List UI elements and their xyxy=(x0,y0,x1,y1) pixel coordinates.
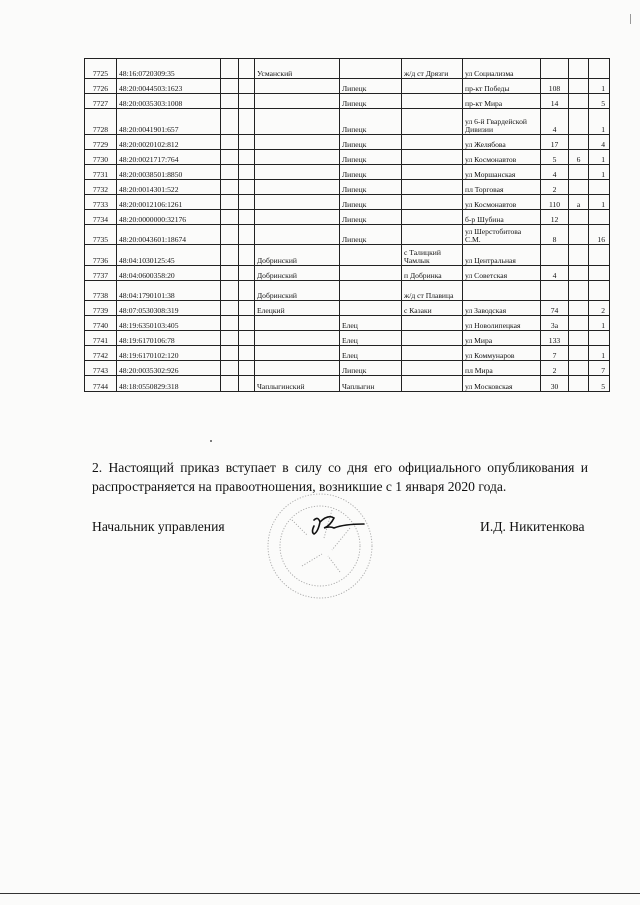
cell-city: Липецк xyxy=(340,225,402,245)
cell-street: ул Социализма xyxy=(463,59,541,79)
cell-apartment xyxy=(589,245,610,266)
cell-cadastral: 48:20:0038501:8850 xyxy=(117,165,221,180)
cell-city xyxy=(340,266,402,281)
cell-apartment: 7 xyxy=(589,361,610,376)
cell-district xyxy=(255,195,340,210)
cell-blank xyxy=(221,245,239,266)
page-bottom-rule xyxy=(0,893,640,894)
cell-apartment: 1 xyxy=(589,316,610,331)
cell-locality: п Добринка xyxy=(402,266,463,281)
cell-blank xyxy=(221,376,239,392)
page-dot xyxy=(210,440,212,442)
table-row xyxy=(85,135,610,150)
cell-street: ул Желябова xyxy=(463,135,541,150)
cell-house: 3а xyxy=(541,316,569,331)
cell-number: 7737 xyxy=(85,266,117,281)
cell-number: 7742 xyxy=(85,346,117,361)
cell-blank xyxy=(221,210,239,225)
cell-building xyxy=(569,316,589,331)
cell-street: ул Космонавтов xyxy=(463,195,541,210)
cell-blank xyxy=(221,301,239,316)
cell-house: 12 xyxy=(541,210,569,225)
cell-apartment: 1 xyxy=(589,195,610,210)
cell-locality xyxy=(402,361,463,376)
cell-city: Липецк xyxy=(340,195,402,210)
table-body xyxy=(85,59,610,392)
cell-house: 14 xyxy=(541,94,569,109)
cell-city xyxy=(340,281,402,301)
cell-blank xyxy=(239,135,255,150)
cell-building xyxy=(569,165,589,180)
cell-blank xyxy=(239,79,255,94)
cell-building xyxy=(569,109,589,135)
cell-district: Усманский xyxy=(255,59,340,79)
cell-district xyxy=(255,94,340,109)
table-row xyxy=(85,266,610,281)
table-row xyxy=(85,281,610,301)
cell-building xyxy=(569,59,589,79)
cell-number: 7736 xyxy=(85,245,117,266)
cell-blank xyxy=(239,331,255,346)
cell-blank xyxy=(221,331,239,346)
cell-street: ул Заводская xyxy=(463,301,541,316)
cell-house xyxy=(541,59,569,79)
cell-cadastral: 48:20:0041901:657 xyxy=(117,109,221,135)
cell-cadastral: 48:19:6170106:78 xyxy=(117,331,221,346)
cell-blank xyxy=(239,195,255,210)
cell-city: Липецк xyxy=(340,150,402,165)
order-paragraph: 2. Настоящий приказ вступает в силу со дня его официального опубликования и распространяется на правоотношения, возникшие с 1 января 2020 года. xyxy=(92,460,588,494)
table-row xyxy=(85,316,610,331)
cell-building xyxy=(569,331,589,346)
cell-locality: ж/д ст Дрязги xyxy=(402,59,463,79)
cell-blank xyxy=(239,165,255,180)
cell-city: Липецк xyxy=(340,165,402,180)
cell-blank xyxy=(221,281,239,301)
cell-locality: с Талицкий Чамлык xyxy=(402,245,463,266)
cell-locality xyxy=(402,135,463,150)
cell-number: 7743 xyxy=(85,361,117,376)
cell-building xyxy=(569,281,589,301)
cell-street: ул Новолипецкая xyxy=(463,316,541,331)
cell-district xyxy=(255,210,340,225)
cell-building xyxy=(569,180,589,195)
cell-house: 8 xyxy=(541,225,569,245)
cell-building xyxy=(569,225,589,245)
cell-house: 2 xyxy=(541,180,569,195)
cell-cadastral: 48:20:0014301:522 xyxy=(117,180,221,195)
cell-cadastral: 48:20:0012106:1261 xyxy=(117,195,221,210)
cell-building xyxy=(569,376,589,392)
cell-district xyxy=(255,180,340,195)
cell-district xyxy=(255,346,340,361)
cell-building xyxy=(569,266,589,281)
cell-cadastral: 48:20:0035302:926 xyxy=(117,361,221,376)
cell-cadastral: 48:18:0550829:318 xyxy=(117,376,221,392)
cell-building xyxy=(569,135,589,150)
cell-street: ул Советская xyxy=(463,266,541,281)
cell-apartment xyxy=(589,210,610,225)
cell-blank xyxy=(239,225,255,245)
cell-locality xyxy=(402,346,463,361)
cell-blank xyxy=(221,109,239,135)
cell-city: Липецк xyxy=(340,361,402,376)
cell-locality xyxy=(402,165,463,180)
cell-number: 7726 xyxy=(85,79,117,94)
cell-blank xyxy=(221,225,239,245)
cell-street: ул Коммунаров xyxy=(463,346,541,361)
cell-blank xyxy=(239,180,255,195)
cell-district xyxy=(255,225,340,245)
cell-number: 7729 xyxy=(85,135,117,150)
cell-locality: ж/д ст Плавица xyxy=(402,281,463,301)
cell-street: пл Мира xyxy=(463,361,541,376)
cell-city: Липецк xyxy=(340,79,402,94)
cell-blank xyxy=(221,79,239,94)
cell-district: Чаплыгинский xyxy=(255,376,340,392)
cell-city: Чаплыгин xyxy=(340,376,402,392)
cell-number: 7725 xyxy=(85,59,117,79)
cell-city: Липецк xyxy=(340,109,402,135)
object-list-table xyxy=(84,58,610,392)
table-row xyxy=(85,94,610,109)
cell-district xyxy=(255,109,340,135)
cell-blank xyxy=(239,150,255,165)
cell-number: 7730 xyxy=(85,150,117,165)
cell-apartment xyxy=(589,281,610,301)
cell-house: 108 xyxy=(541,79,569,94)
cell-locality xyxy=(402,94,463,109)
cell-blank xyxy=(221,94,239,109)
table-row xyxy=(85,346,610,361)
cell-house: 4 xyxy=(541,165,569,180)
cell-locality xyxy=(402,180,463,195)
cell-number: 7733 xyxy=(85,195,117,210)
cell-apartment: 1 xyxy=(589,165,610,180)
cell-number: 7744 xyxy=(85,376,117,392)
cell-building xyxy=(569,301,589,316)
table-row xyxy=(85,109,610,135)
cell-house: 30 xyxy=(541,376,569,392)
cell-locality xyxy=(402,150,463,165)
cell-blank xyxy=(221,346,239,361)
cell-locality: с Казаки xyxy=(402,301,463,316)
cell-cadastral: 48:04:1030125:45 xyxy=(117,245,221,266)
cell-apartment: 1 xyxy=(589,150,610,165)
cell-blank xyxy=(239,109,255,135)
table-row xyxy=(85,180,610,195)
cell-house: 110 xyxy=(541,195,569,210)
cell-house: 7 xyxy=(541,346,569,361)
cell-apartment: 16 xyxy=(589,225,610,245)
table-row xyxy=(85,301,610,316)
cell-apartment xyxy=(589,180,610,195)
cell-locality xyxy=(402,316,463,331)
cell-building xyxy=(569,361,589,376)
table-row xyxy=(85,225,610,245)
table-row xyxy=(85,150,610,165)
cell-apartment: 1 xyxy=(589,346,610,361)
cell-street: пл Торговая xyxy=(463,180,541,195)
cell-number: 7732 xyxy=(85,180,117,195)
cell-building: а xyxy=(569,195,589,210)
cell-blank xyxy=(239,210,255,225)
cell-cadastral: 48:04:0600358:20 xyxy=(117,266,221,281)
cell-cadastral: 48:20:0000000:32176 xyxy=(117,210,221,225)
cell-blank xyxy=(239,281,255,301)
cell-district: Елецкий xyxy=(255,301,340,316)
table-row xyxy=(85,195,610,210)
cell-number: 7738 xyxy=(85,281,117,301)
cell-blank xyxy=(239,376,255,392)
cell-district xyxy=(255,150,340,165)
cell-building xyxy=(569,210,589,225)
cell-blank xyxy=(239,346,255,361)
cell-city: Липецк xyxy=(340,210,402,225)
cell-street: ул 6-й Гвардейской Дивизии xyxy=(463,109,541,135)
cell-number: 7741 xyxy=(85,331,117,346)
cell-apartment: 5 xyxy=(589,94,610,109)
cell-apartment: 1 xyxy=(589,79,610,94)
cell-district xyxy=(255,135,340,150)
cell-street: ул Центральная xyxy=(463,245,541,266)
cell-cadastral: 48:20:0043601:18674 xyxy=(117,225,221,245)
cell-cadastral: 48:20:0021717:764 xyxy=(117,150,221,165)
cell-blank xyxy=(221,165,239,180)
cell-street: пр-кт Победы xyxy=(463,79,541,94)
cell-number: 7731 xyxy=(85,165,117,180)
cell-city: Елец xyxy=(340,346,402,361)
cell-cadastral: 48:19:6350103:405 xyxy=(117,316,221,331)
cell-house: 17 xyxy=(541,135,569,150)
cell-blank xyxy=(221,150,239,165)
cell-apartment: 2 xyxy=(589,301,610,316)
cell-number: 7734 xyxy=(85,210,117,225)
cell-blank xyxy=(221,195,239,210)
cell-city: Липецк xyxy=(340,94,402,109)
cell-street: ул Моршанская xyxy=(463,165,541,180)
cell-blank xyxy=(239,59,255,79)
cell-building: 6 xyxy=(569,150,589,165)
cell-district xyxy=(255,316,340,331)
cell-building xyxy=(569,346,589,361)
cell-street: пр-кт Мира xyxy=(463,94,541,109)
cell-blank xyxy=(221,266,239,281)
cell-blank xyxy=(239,301,255,316)
cell-building xyxy=(569,245,589,266)
edge-mark xyxy=(630,14,631,24)
cell-apartment: 4 xyxy=(589,135,610,150)
cell-street xyxy=(463,281,541,301)
cell-blank xyxy=(239,361,255,376)
table-row xyxy=(85,165,610,180)
cell-city: Липецк xyxy=(340,135,402,150)
table-row xyxy=(85,245,610,266)
table-row xyxy=(85,331,610,346)
cell-house xyxy=(541,281,569,301)
cell-blank xyxy=(221,316,239,331)
cell-apartment xyxy=(589,59,610,79)
cell-number: 7735 xyxy=(85,225,117,245)
cell-city xyxy=(340,301,402,316)
cell-city xyxy=(340,59,402,79)
cell-street: ул Московская xyxy=(463,376,541,392)
cell-street: ул Космонавтов xyxy=(463,150,541,165)
cell-street: б-р Шубина xyxy=(463,210,541,225)
cell-blank xyxy=(221,361,239,376)
cell-cadastral: 48:20:0020102:812 xyxy=(117,135,221,150)
cell-district: Добринский xyxy=(255,245,340,266)
cell-district: Добринский xyxy=(255,266,340,281)
cell-cadastral: 48:07:0530308:319 xyxy=(117,301,221,316)
table-row xyxy=(85,210,610,225)
cell-cadastral: 48:16:0720309:35 xyxy=(117,59,221,79)
cell-blank xyxy=(221,59,239,79)
cell-number: 7728 xyxy=(85,109,117,135)
cell-district: Добринский xyxy=(255,281,340,301)
table-row xyxy=(85,376,610,392)
signatory-title: Начальник управления xyxy=(92,519,225,534)
cell-blank xyxy=(239,316,255,331)
cell-blank xyxy=(239,94,255,109)
cell-district xyxy=(255,361,340,376)
cell-district xyxy=(255,79,340,94)
table-row xyxy=(85,79,610,94)
cell-blank xyxy=(239,245,255,266)
cell-house: 2 xyxy=(541,361,569,376)
cell-district xyxy=(255,331,340,346)
cell-house: 4 xyxy=(541,266,569,281)
cell-number: 7739 xyxy=(85,301,117,316)
cell-locality xyxy=(402,331,463,346)
cell-city xyxy=(340,245,402,266)
cell-cadastral: 48:04:1790101:38 xyxy=(117,281,221,301)
cell-locality xyxy=(402,109,463,135)
cell-city: Елец xyxy=(340,331,402,346)
cell-blank xyxy=(221,180,239,195)
cell-blank xyxy=(239,266,255,281)
table-row xyxy=(85,361,610,376)
cell-district xyxy=(255,165,340,180)
cell-house: 74 xyxy=(541,301,569,316)
cell-locality xyxy=(402,79,463,94)
cell-house: 4 xyxy=(541,109,569,135)
cell-cadastral: 48:20:0035303:1008 xyxy=(117,94,221,109)
cell-apartment: 5 xyxy=(589,376,610,392)
signature-stamp-icon xyxy=(262,480,382,610)
cell-locality xyxy=(402,210,463,225)
cell-number: 7740 xyxy=(85,316,117,331)
cell-number: 7727 xyxy=(85,94,117,109)
table-row xyxy=(85,59,610,79)
cell-locality xyxy=(402,376,463,392)
cell-apartment: 1 xyxy=(589,109,610,135)
cell-building xyxy=(569,94,589,109)
cell-house xyxy=(541,245,569,266)
cell-cadastral: 48:20:0044503:1623 xyxy=(117,79,221,94)
cell-city: Елец xyxy=(340,316,402,331)
cell-apartment xyxy=(589,266,610,281)
cell-building xyxy=(569,79,589,94)
cell-house: 133 xyxy=(541,331,569,346)
cell-street: ул Шерстобитова С.М. xyxy=(463,225,541,245)
cell-apartment xyxy=(589,331,610,346)
cell-locality xyxy=(402,195,463,210)
cell-cadastral: 48:19:6170102:120 xyxy=(117,346,221,361)
signatory-name: И.Д. Никитенкова xyxy=(480,519,585,534)
cell-locality xyxy=(402,225,463,245)
cell-blank xyxy=(221,135,239,150)
cell-house: 5 xyxy=(541,150,569,165)
cell-city: Липецк xyxy=(340,180,402,195)
cell-street: ул Мира xyxy=(463,331,541,346)
